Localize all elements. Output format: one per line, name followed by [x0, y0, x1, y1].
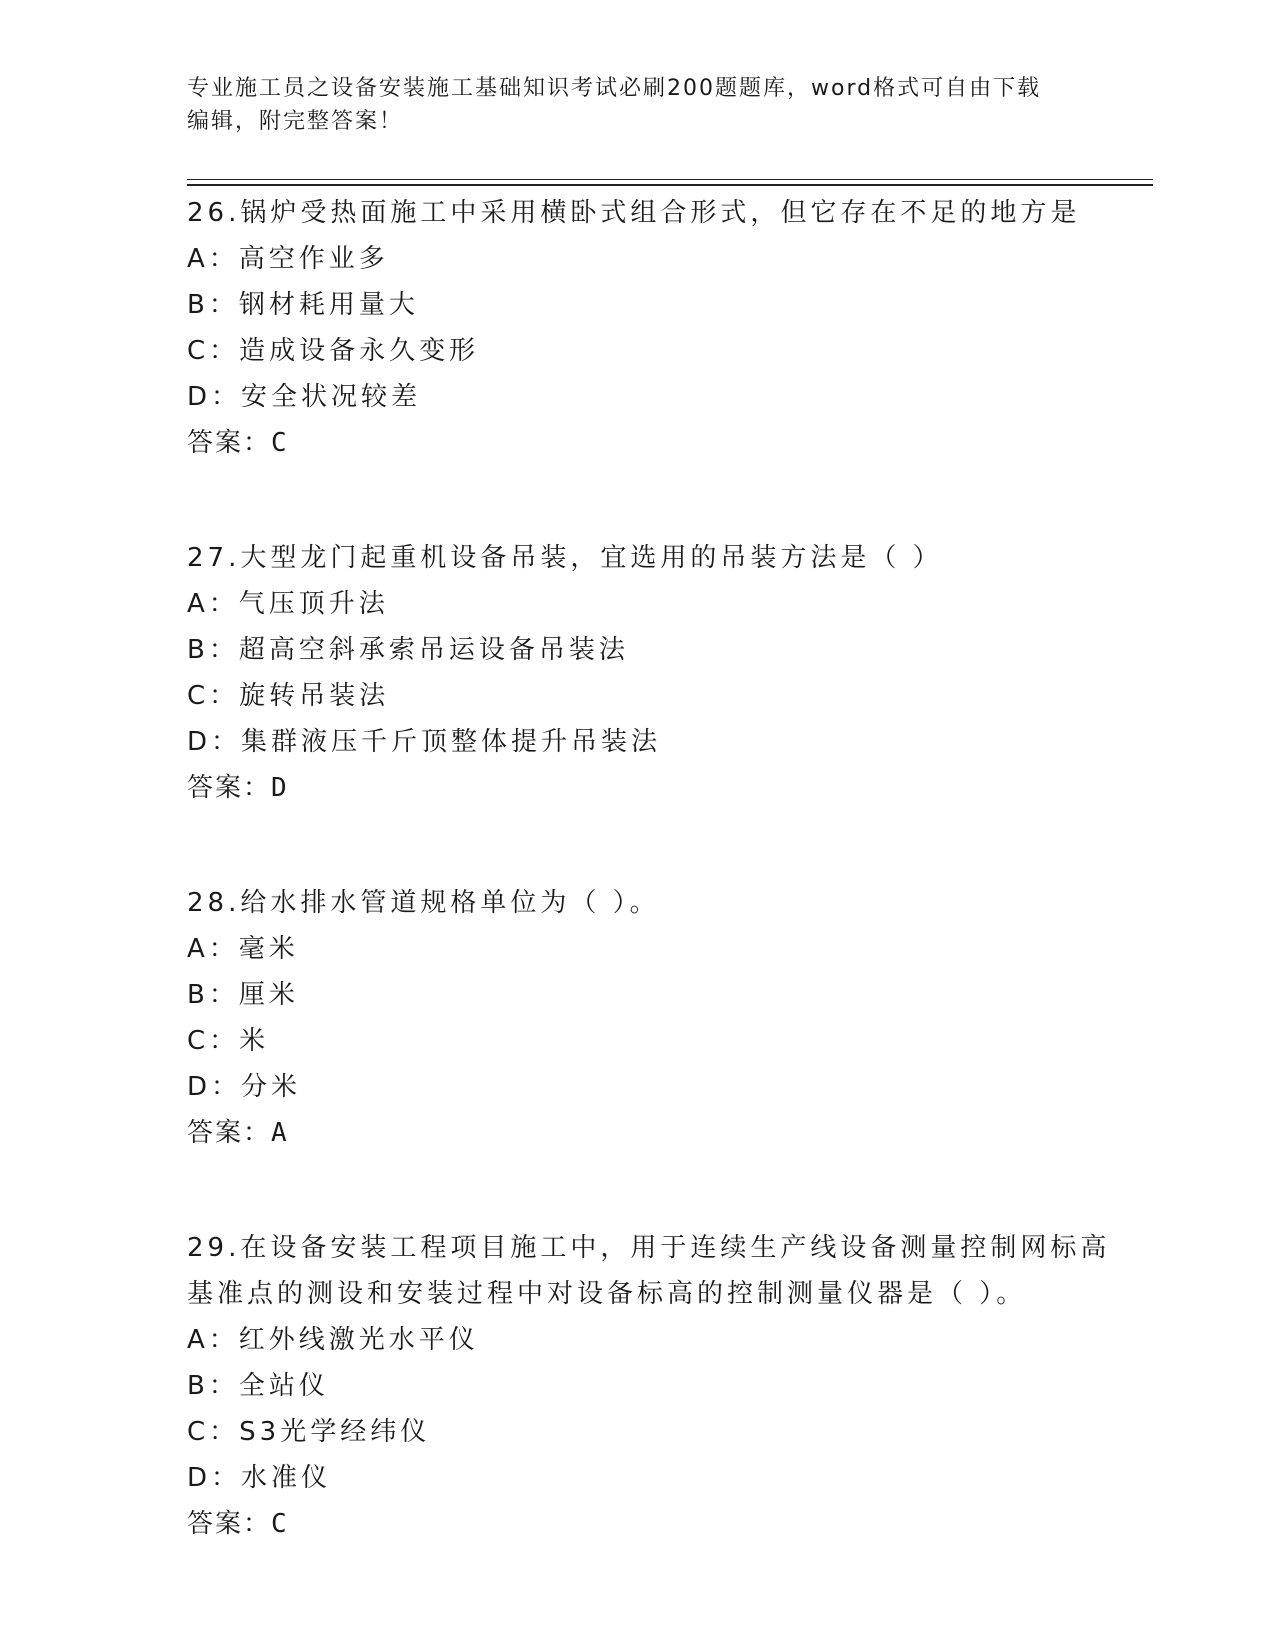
question-stem: 26.锅炉受热面施工中采用横卧式组合形式，但它存在不足的地方是 — [187, 198, 1081, 228]
answer-line — [187, 1501, 1153, 1547]
option-b: B：超高空斜承索吊运设备吊装法 — [187, 635, 629, 665]
option-a: A：红外线激光水平仪 — [187, 1325, 479, 1355]
answer-value: C — [271, 1509, 288, 1539]
question-28 — [187, 880, 1153, 1156]
question-stem-line-2: 基准点的测设和安装过程中对设备标高的控制测量仪器是（ ）。 — [187, 1279, 1027, 1309]
question-27 — [187, 535, 1153, 811]
option-c: C：造成设备永久变形 — [187, 336, 480, 366]
question-stem-line-1: 29.在设备安装工程项目施工中，用于连续生产线设备测量控制网标高 — [187, 1233, 1111, 1263]
answer-value: A — [271, 1118, 288, 1148]
option-c: C：S3光学经纬仪 — [187, 1417, 431, 1447]
answer-label: 答案： — [187, 1118, 272, 1148]
answer-line — [187, 420, 1153, 466]
answer-line — [187, 765, 1153, 811]
document-header — [187, 72, 1087, 138]
question-stem: 27.大型龙门起重机设备吊装，宜选用的吊装方法是（ ） — [187, 543, 943, 573]
option-a: A：毫米 — [187, 934, 299, 964]
header-line-1: 专业施工员之设备安装施工基础知识考试必刷200题题库，word格式可自由下载 — [187, 76, 1042, 101]
option-d: D：分米 — [187, 1072, 302, 1102]
header-divider-thin — [187, 179, 1153, 180]
header-line-2: 编辑，附完整答案！ — [187, 109, 404, 134]
question-stem: 28.给水排水管道规格单位为（ ）。 — [187, 888, 660, 918]
option-c: C：米 — [187, 1026, 270, 1056]
answer-label: 答案： — [187, 773, 272, 803]
option-b: B：厘米 — [187, 980, 299, 1010]
answer-value: C — [271, 428, 288, 458]
question-list — [187, 190, 1153, 1547]
option-d: D：集群液压千斤顶整体提升吊装法 — [187, 727, 662, 757]
option-d: D：水准仪 — [187, 1463, 332, 1493]
option-b: B：全站仪 — [187, 1371, 329, 1401]
answer-value: D — [271, 773, 288, 803]
answer-label: 答案： — [187, 1509, 272, 1539]
option-c: C：旋转吊装法 — [187, 681, 390, 711]
question-26 — [187, 190, 1153, 466]
question-29 — [187, 1225, 1153, 1547]
answer-label: 答案： — [187, 428, 272, 458]
option-a: A：高空作业多 — [187, 244, 389, 274]
option-a: A：气压顶升法 — [187, 589, 389, 619]
option-b: B：钢材耗用量大 — [187, 290, 419, 320]
answer-line — [187, 1110, 1153, 1156]
option-d: D：安全状况较差 — [187, 382, 422, 412]
header-divider-thick — [187, 184, 1153, 186]
